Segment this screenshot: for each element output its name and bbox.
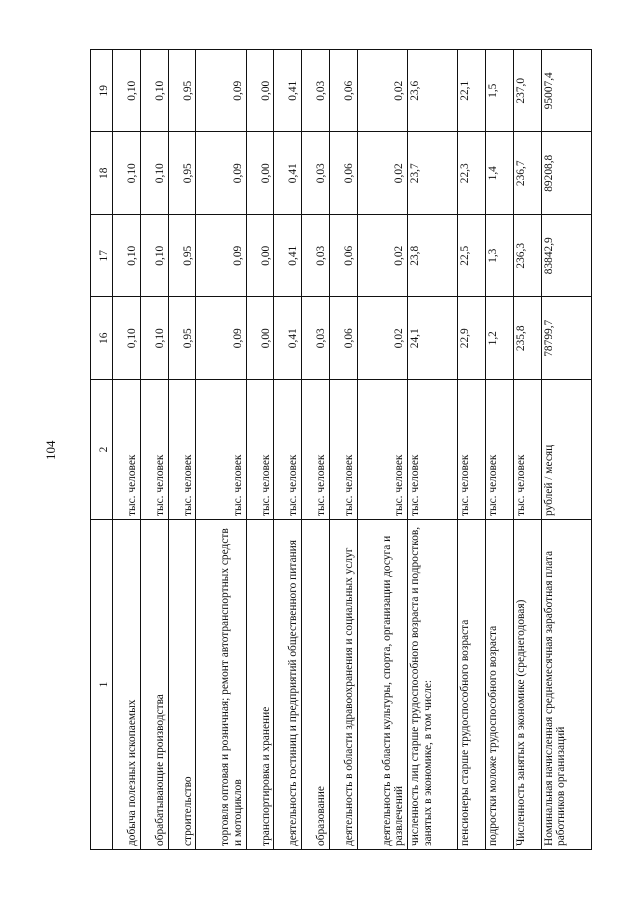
value-cell: 0,00 [246,215,274,298]
unit-cell: тыс. человек [302,380,330,520]
unit-cell: тыс. человек [274,380,302,520]
value-cell: 0,10 [113,50,141,133]
value-cell: 0,03 [302,50,330,133]
value-cell: 83842,9 [541,215,591,298]
header-cell-col19: 19 [91,50,113,133]
value-cell: 89208,8 [541,132,591,215]
value-cell: 0,09 [196,215,246,298]
value-cell: 23,7 [408,132,458,215]
value-cell: 0,00 [246,132,274,215]
value-cell: 1,4 [486,132,514,215]
value-cell: 78799,7 [541,297,591,380]
value-cell: 0,41 [274,132,302,215]
unit-cell: тыс. человек [486,380,514,520]
value-cell: 23,6 [408,50,458,133]
header-cell-col18: 18 [91,132,113,215]
table-row [329,50,357,850]
value-cell: 22,1 [458,50,486,133]
indicator-name: образование [302,520,330,850]
value-cell: 236,7 [513,132,541,215]
value-cell: 23,8 [408,215,458,298]
header-cell-col2: 2 [91,380,113,520]
indicator-name: деятельность в области здравоохранения и социальных услуг [329,520,357,850]
indicator-name: Численность занятых в экономике (среднегодовая) [513,520,541,850]
indicator-name: подростки моложе трудоспособного возраста [486,520,514,850]
value-cell: 0,41 [274,215,302,298]
unit-cell: тыс. человек [513,380,541,520]
indicator-name: обрабатывающие производства [140,520,168,850]
value-cell: 0,95 [168,215,196,298]
value-cell: 0,10 [140,50,168,133]
value-cell: 0,95 [168,50,196,133]
value-cell: 0,03 [302,215,330,298]
table-row [458,50,486,850]
value-cell: 237,0 [513,50,541,133]
value-cell: 1,2 [486,297,514,380]
value-cell: 0,09 [196,132,246,215]
value-cell: 0,02 [357,50,407,133]
table-row [274,50,302,850]
rotated-table-container [90,50,592,850]
table-row [513,50,541,850]
unit-cell: тыс. человек [140,380,168,520]
indicator-name: Номинальная начисленная среднемесячная заработная плата работников организаций [541,520,591,850]
indicator-name: пенсионеры старше трудоспособного возраста [458,520,486,850]
table-row [168,50,196,850]
table-row [541,50,591,850]
unit-cell: тыс. человек [458,380,486,520]
value-cell: 95007,4 [541,50,591,133]
value-cell: 0,09 [196,50,246,133]
value-cell: 1,5 [486,50,514,133]
value-cell: 22,3 [458,132,486,215]
indicator-name: транспортировка и хранение [246,520,274,850]
table-header-row [91,50,113,850]
table-row [140,50,168,850]
unit-cell: тыс. человек [408,380,458,520]
value-cell: 0,06 [329,297,357,380]
value-cell: 0,10 [140,297,168,380]
indicator-name: численность лиц старше трудоспособного возраста и подростков, занятых в экономике, в том числе: [408,520,458,850]
header-cell-col16: 16 [91,297,113,380]
indicator-name: деятельность гостиниц и предприятий общественного питания [274,520,302,850]
table-row [486,50,514,850]
value-cell: 0,02 [357,132,407,215]
value-cell: 22,9 [458,297,486,380]
value-cell: 0,02 [357,297,407,380]
value-cell: 0,41 [274,297,302,380]
value-cell: 235,8 [513,297,541,380]
value-cell: 0,10 [113,132,141,215]
value-cell: 0,10 [113,215,141,298]
indicator-name: строительство [168,520,196,850]
value-cell: 0,10 [113,297,141,380]
table-row [113,50,141,850]
table-row [196,50,246,850]
header-cell-col17: 17 [91,215,113,298]
value-cell: 0,10 [140,132,168,215]
value-cell: 22,5 [458,215,486,298]
value-cell: 0,95 [168,297,196,380]
value-cell: 1,3 [486,215,514,298]
value-cell: 0,02 [357,215,407,298]
value-cell: 0,03 [302,132,330,215]
header-cell-col1: 1 [91,520,113,850]
unit-cell: тыс. человек [357,380,407,520]
value-cell: 0,06 [329,132,357,215]
unit-cell: рублей / месяц [541,380,591,520]
indicator-name: добыча полезных ископаемых [113,520,141,850]
table-row [302,50,330,850]
value-cell: 0,06 [329,215,357,298]
table-row [408,50,458,850]
unit-cell: тыс. человек [168,380,196,520]
value-cell: 24,1 [408,297,458,380]
value-cell: 0,00 [246,50,274,133]
table-row [357,50,407,850]
table-row [246,50,274,850]
value-cell: 0,06 [329,50,357,133]
value-cell: 0,00 [246,297,274,380]
value-cell: 0,95 [168,132,196,215]
indicator-name: торговля оптовая и розничная; ремонт автотранспортных средств и мотоциклов [196,520,246,850]
value-cell: 0,41 [274,50,302,133]
statistics-table [90,49,592,850]
unit-cell: тыс. человек [196,380,246,520]
value-cell: 236,3 [513,215,541,298]
page-number: 104 [43,440,58,460]
value-cell: 0,10 [140,215,168,298]
indicator-name: деятельность в области культуры, спорта, организации досуга и развлечений [357,520,407,850]
unit-cell: тыс. человек [113,380,141,520]
value-cell: 0,09 [196,297,246,380]
value-cell: 0,03 [302,297,330,380]
unit-cell: тыс. человек [329,380,357,520]
unit-cell: тыс. человек [246,380,274,520]
